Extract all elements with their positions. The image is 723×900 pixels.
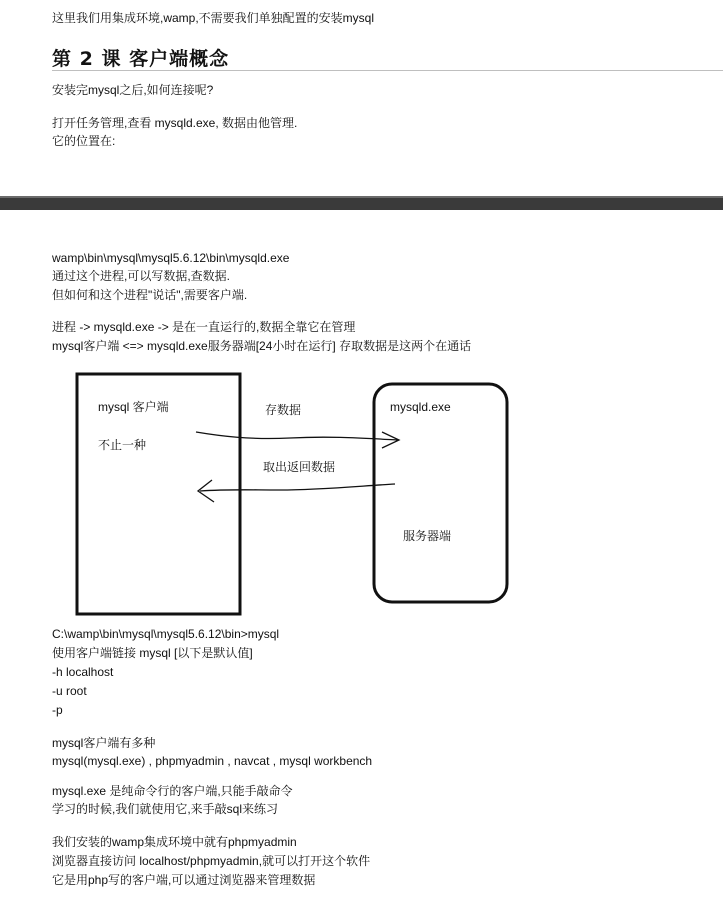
arrow-top-label: 存数据 xyxy=(265,403,302,417)
paragraph-line: wamp\bin\mysql\mysql5.6.12\bin\mysqld.exe xyxy=(52,251,290,265)
paragraph-line: 我们安装的wamp集成环境中就有phpmyadmin xyxy=(52,835,297,849)
paragraph-line: -p xyxy=(52,703,63,717)
heading-divider xyxy=(52,70,723,71)
client-title: mysql 客户端 xyxy=(98,400,169,414)
paragraph-line: 进程 -> mysqld.exe -> 是在一直运行的,数据全靠它在管理 xyxy=(52,320,356,334)
paragraph-line: 通过这个进程,可以写数据,查数据. xyxy=(52,269,231,283)
paragraph-line: 它的位置在: xyxy=(52,134,116,148)
server-note: 服务器端 xyxy=(403,529,452,543)
paragraph-line: 但如何和这个进程"说话",需要客户端. xyxy=(52,288,248,302)
client-note: 不止一种 xyxy=(98,438,147,452)
paragraph-line: 打开任务管理,查看 mysqld.exe, 数据由他管理. xyxy=(52,116,298,130)
paragraph-line: -h localhost xyxy=(52,665,114,679)
server-title: mysqld.exe xyxy=(390,400,451,414)
arrow-bottom-label: 取出返回数据 xyxy=(263,460,336,474)
screenshot-strip xyxy=(0,198,723,210)
store-arrow-line xyxy=(196,432,398,440)
paragraph-line: 它是用php写的客户端,可以通过浏览器来管理数据 xyxy=(52,873,316,887)
paragraph-line: mysql客户端有多种 xyxy=(52,736,156,750)
paragraph-line: C:\wamp\bin\mysql\mysql5.6.12\bin>mysql xyxy=(52,627,280,641)
intro-text: 这里我们用集成环境,wamp,不需要我们单独配置的安装mysql xyxy=(52,11,375,25)
paragraph-line: 安装完mysql之后,如何连接呢? xyxy=(52,83,214,97)
paragraph-line: mysql(mysql.exe) , phpmyadmin , navcat , mysql workbench xyxy=(52,754,373,768)
paragraph-line: mysql.exe 是纯命令行的客户端,只能手敲命令 xyxy=(52,784,293,798)
client-server-diagram xyxy=(70,368,520,620)
lesson-heading: 第 2 课 客户端概念 xyxy=(52,48,230,70)
paragraph-line: mysql客户端 <=> mysqld.exe服务器端[24小时在运行] 存取数据是这两个在通话 xyxy=(52,339,472,353)
return-arrow-line xyxy=(200,484,395,491)
paragraph-line: 使用客户端链接 mysql [以下是默认值] xyxy=(52,646,253,660)
server-box xyxy=(374,384,507,602)
paragraph-line: 浏览器直接访问 localhost/phpmyadmin,就可以打开这个软件 xyxy=(52,854,371,868)
paragraph-line: 学习的时候,我们就使用它,来手敲sql来练习 xyxy=(52,802,279,816)
paragraph-line: -u root xyxy=(52,684,87,698)
